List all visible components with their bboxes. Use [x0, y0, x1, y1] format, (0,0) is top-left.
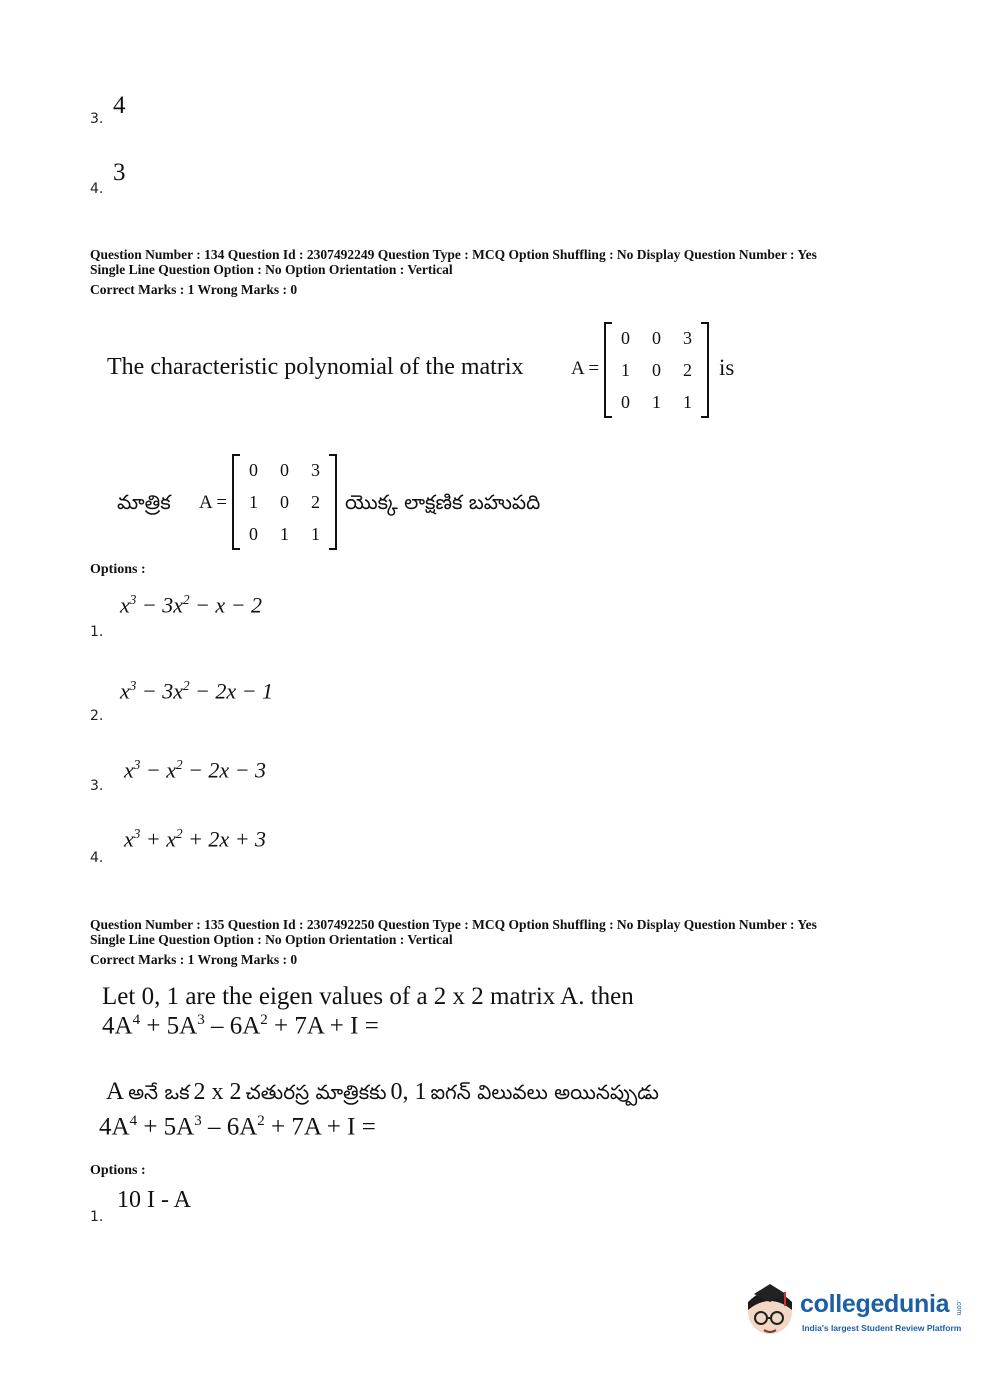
- question-text-en: The characteristic polynomial of the matrix: [107, 354, 524, 380]
- option-number: 3.: [90, 778, 104, 794]
- question-suffix-te: యొక్క లాక్షణిక బహుపది: [345, 490, 541, 514]
- matrix-label: A =: [571, 358, 600, 379]
- options-label: Options :: [90, 1163, 146, 1178]
- options-label: Options :: [90, 562, 146, 577]
- option-number: 1.: [90, 1209, 104, 1225]
- question-text-te: A అనే ఒక 2 x 2 చతురస్ర మాత్రికకు 0, 1 ఐగన్ విలువలు అయినప్పుడు: [106, 1078, 659, 1105]
- mascot-icon: [740, 1282, 800, 1342]
- logo-suffix: .com: [955, 1300, 962, 1316]
- option-number: 1.: [90, 624, 104, 640]
- question-text-en: Let 0, 1 are the eigen values of a 2 x 2 matrix A. then: [102, 983, 634, 1010]
- question-text-te: మాత్రిక: [117, 490, 171, 514]
- question-expression-te: $4A^4 + 5A^3 - 6A^2 + 7A + I$ =: [99, 1113, 376, 1141]
- option-number: 2.: [90, 708, 104, 724]
- option-text: $x^3 - 3x^2 - 2x - 1$: [120, 678, 274, 704]
- collegedunia-logo: [740, 1282, 970, 1352]
- question-meta: Question Number : 135 Question Id : 2307492250 Question Type : MCQ Option Shuffling : No Display Question Number : Yes Single Line Question Option : No Option Orientation : Vertical Correct Marks : 1 Wrong Marks : 0: [90, 917, 817, 967]
- matrix-te: 0 0 3 1 0 2 0 1 1: [238, 454, 331, 550]
- option-number: 4.: [90, 850, 104, 866]
- option-text: 3: [113, 159, 126, 186]
- option-number: 4.: [90, 181, 104, 197]
- question-meta: Question Number : 134 Question Id : 2307492249 Question Type : MCQ Option Shuffling : No Display Question Number : Yes Single Line Question Option : No Option Orientation : Vertical Correct Marks : 1 Wrong Marks : 0: [90, 247, 817, 297]
- logo-name: collegedunia: [800, 1290, 950, 1318]
- option-text: 4: [113, 92, 126, 119]
- question-suffix-en: is: [719, 355, 735, 380]
- question-expression: $4A^4 + 5A^3 - 6A^2 + 7A + I$ =: [102, 1012, 379, 1040]
- option-text: $x^3 + x^2 + 2x + 3$: [124, 826, 267, 852]
- matrix-en: 0 0 3 1 0 2 0 1 1: [610, 322, 703, 418]
- option-text: 10 I - A: [117, 1187, 191, 1213]
- matrix-label: A =: [199, 492, 228, 513]
- option-text: $x^3 - 3x^2 - x - 2$: [120, 592, 263, 618]
- option-number: 3.: [90, 111, 104, 127]
- logo-tagline: India's largest Student Review Platform: [802, 1323, 962, 1333]
- option-text: $x^3 - x^2 - 2x - 3$: [124, 757, 267, 783]
